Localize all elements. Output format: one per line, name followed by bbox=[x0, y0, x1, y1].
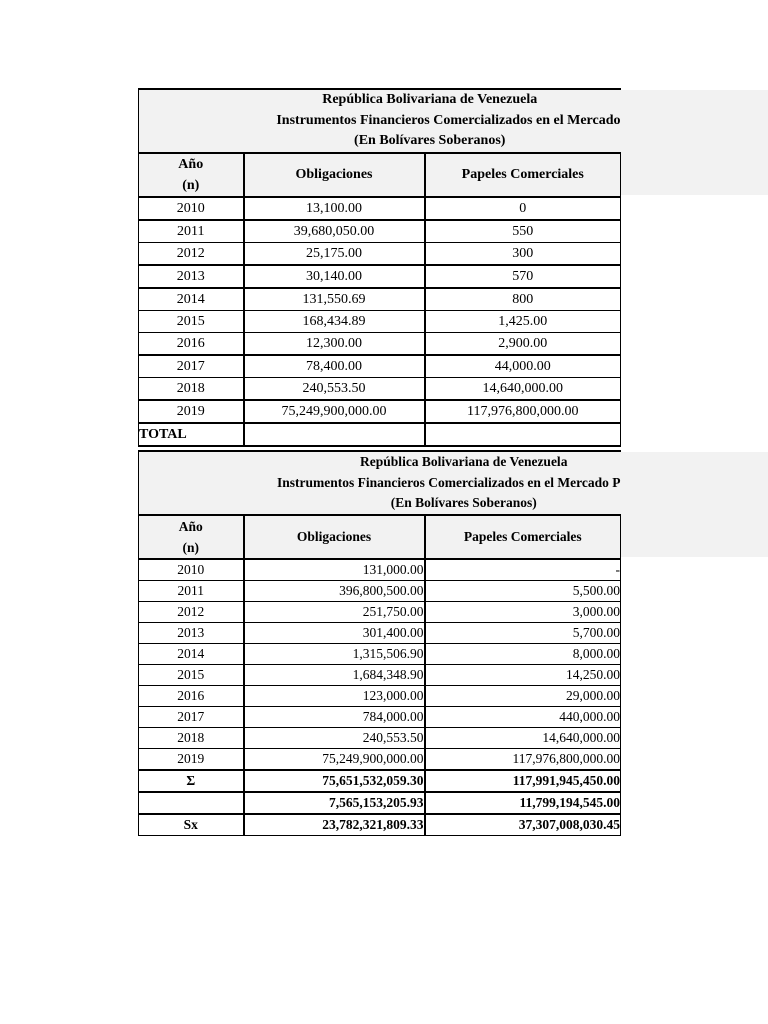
table-row bbox=[139, 288, 621, 311]
cell-year: 2016 bbox=[139, 685, 244, 706]
cell-year: 2011 bbox=[139, 220, 244, 243]
instrumentos-table-2 bbox=[138, 450, 621, 836]
summary-obligaciones: 23,782,321,809.33 bbox=[244, 814, 425, 836]
table-row bbox=[139, 377, 621, 400]
cell-obligaciones: 396,800,500.00 bbox=[244, 580, 425, 601]
table-row bbox=[139, 706, 621, 727]
cell-papeles: 3,000.00 bbox=[425, 601, 621, 622]
table-row bbox=[139, 242, 621, 265]
header-title: Instrumentos Financieros Comercializados en el Mercado bbox=[276, 112, 621, 128]
cell-year: 2013 bbox=[139, 265, 244, 288]
col-header-papeles: Papeles Comerciales bbox=[425, 515, 621, 559]
col-year-label: Año bbox=[178, 518, 203, 534]
cell-papeles: 550 bbox=[425, 220, 621, 243]
cell-obligaciones: 1,315,506.90 bbox=[244, 643, 425, 664]
table-row bbox=[139, 265, 621, 288]
summary-row bbox=[139, 792, 621, 814]
cell-papeles: 44,000.00 bbox=[425, 355, 621, 378]
summary-papeles: 11,799,194,545.00 bbox=[425, 792, 621, 814]
summary-label: Σ bbox=[139, 770, 244, 792]
total-label: TOTAL bbox=[139, 423, 244, 446]
cell-papeles: 300 bbox=[425, 242, 621, 265]
cell-year: 2015 bbox=[139, 310, 244, 332]
cell-obligaciones: 75,249,900,000.00 bbox=[244, 400, 425, 423]
table-row bbox=[139, 400, 621, 423]
header-fill-band-2 bbox=[620, 452, 768, 557]
cell-papeles: 800 bbox=[425, 288, 621, 311]
cell-year: 2019 bbox=[139, 748, 244, 770]
cell-year: 2017 bbox=[139, 355, 244, 378]
table-row bbox=[139, 355, 621, 378]
cell-obligaciones: 168,434.89 bbox=[244, 310, 425, 332]
cell-obligaciones: 123,000.00 bbox=[244, 685, 425, 706]
cell-papeles: 29,000.00 bbox=[425, 685, 621, 706]
cell-year: 2014 bbox=[139, 643, 244, 664]
cell-obligaciones: 30,140.00 bbox=[244, 265, 425, 288]
cell-year: 2010 bbox=[139, 559, 244, 581]
table-row bbox=[139, 748, 621, 770]
cell-year: 2014 bbox=[139, 288, 244, 311]
cell-year: 2018 bbox=[139, 727, 244, 748]
cell-obligaciones: 240,553.50 bbox=[244, 727, 425, 748]
cell-papeles: 14,250.00 bbox=[425, 664, 621, 685]
cell-year: 2010 bbox=[139, 197, 244, 220]
cell-obligaciones: 78,400.00 bbox=[244, 355, 425, 378]
cell-year: 2013 bbox=[139, 622, 244, 643]
cell-papeles: 440,000.00 bbox=[425, 706, 621, 727]
total-obligaciones bbox=[244, 423, 425, 446]
cell-papeles: 1,425.00 bbox=[425, 310, 621, 332]
cell-year: 2011 bbox=[139, 580, 244, 601]
col-header-year bbox=[139, 153, 244, 197]
cell-year: 2015 bbox=[139, 664, 244, 685]
instrumentos-table-1 bbox=[138, 88, 621, 447]
cell-year: 2012 bbox=[139, 242, 244, 265]
cell-papeles: 570 bbox=[425, 265, 621, 288]
summary-obligaciones: 75,651,532,059.30 bbox=[244, 770, 425, 792]
cell-papeles: 14,640,000.00 bbox=[425, 727, 621, 748]
cell-obligaciones: 251,750.00 bbox=[244, 601, 425, 622]
table-2-header bbox=[139, 451, 621, 515]
cell-papeles: 8,000.00 bbox=[425, 643, 621, 664]
summary-row bbox=[139, 770, 621, 792]
summary-papeles: 37,307,008,030.45 bbox=[425, 814, 621, 836]
cell-obligaciones: 75,249,900,000.00 bbox=[244, 748, 425, 770]
summary-label bbox=[139, 792, 244, 814]
cell-obligaciones: 12,300.00 bbox=[244, 332, 425, 355]
cell-obligaciones: 1,684,348.90 bbox=[244, 664, 425, 685]
col-header-obligaciones: Obligaciones bbox=[244, 515, 425, 559]
header-units: (En Bolívares Soberanos) bbox=[390, 495, 537, 510]
cell-papeles: - bbox=[425, 559, 621, 581]
table-row bbox=[139, 559, 621, 581]
cell-papeles: 117,976,800,000.00 bbox=[425, 748, 621, 770]
table-row bbox=[139, 310, 621, 332]
cell-papeles: 2,900.00 bbox=[425, 332, 621, 355]
summary-label: Sx bbox=[139, 814, 244, 836]
cell-papeles: 14,640,000.00 bbox=[425, 377, 621, 400]
cell-year: 2018 bbox=[139, 377, 244, 400]
table-row bbox=[139, 332, 621, 355]
col-year-label: Año bbox=[178, 156, 204, 172]
total-papeles bbox=[425, 423, 621, 446]
header-country: República Bolivariana de Venezuela bbox=[360, 454, 568, 469]
cell-obligaciones: 301,400.00 bbox=[244, 622, 425, 643]
col-header-obligaciones: Obligaciones bbox=[244, 153, 425, 197]
header-units: (En Bolívares Soberanos) bbox=[354, 133, 506, 148]
cell-obligaciones: 240,553.50 bbox=[244, 377, 425, 400]
cell-obligaciones: 25,175.00 bbox=[244, 242, 425, 265]
table-row bbox=[139, 197, 621, 220]
cell-obligaciones: 784,000.00 bbox=[244, 706, 425, 727]
cell-year: 2017 bbox=[139, 706, 244, 727]
header-country: República Bolivariana de Venezuela bbox=[322, 92, 538, 107]
col-header-papeles: Papeles Comerciales bbox=[425, 153, 621, 197]
cell-papeles: 5,700.00 bbox=[425, 622, 621, 643]
table-row bbox=[139, 622, 621, 643]
cell-papeles: 0 bbox=[425, 197, 621, 220]
table-row bbox=[139, 643, 621, 664]
table-1-header bbox=[139, 89, 621, 153]
cell-year: 2019 bbox=[139, 400, 244, 423]
cell-papeles: 5,500.00 bbox=[425, 580, 621, 601]
summary-row bbox=[139, 814, 621, 836]
cell-obligaciones: 131,000.00 bbox=[244, 559, 425, 581]
table-row bbox=[139, 580, 621, 601]
cell-obligaciones: 131,550.69 bbox=[244, 288, 425, 311]
table-row bbox=[139, 601, 621, 622]
col-header-year bbox=[139, 515, 244, 559]
cell-year: 2012 bbox=[139, 601, 244, 622]
col-year-sub: (n) bbox=[182, 177, 200, 193]
cell-obligaciones: 13,100.00 bbox=[244, 197, 425, 220]
table-row bbox=[139, 664, 621, 685]
cell-obligaciones: 39,680,050.00 bbox=[244, 220, 425, 243]
table-row bbox=[139, 727, 621, 748]
summary-papeles: 117,991,945,450.00 bbox=[425, 770, 621, 792]
cell-papeles: 117,976,800,000.00 bbox=[425, 400, 621, 423]
cell-year: 2016 bbox=[139, 332, 244, 355]
header-title: Instrumentos Financieros Comercializados en el Mercado P bbox=[277, 474, 621, 490]
summary-obligaciones: 7,565,153,205.93 bbox=[244, 792, 425, 814]
table-row bbox=[139, 685, 621, 706]
header-fill-band-1 bbox=[620, 90, 768, 195]
col-year-sub: (n) bbox=[182, 539, 199, 555]
table-row bbox=[139, 220, 621, 243]
